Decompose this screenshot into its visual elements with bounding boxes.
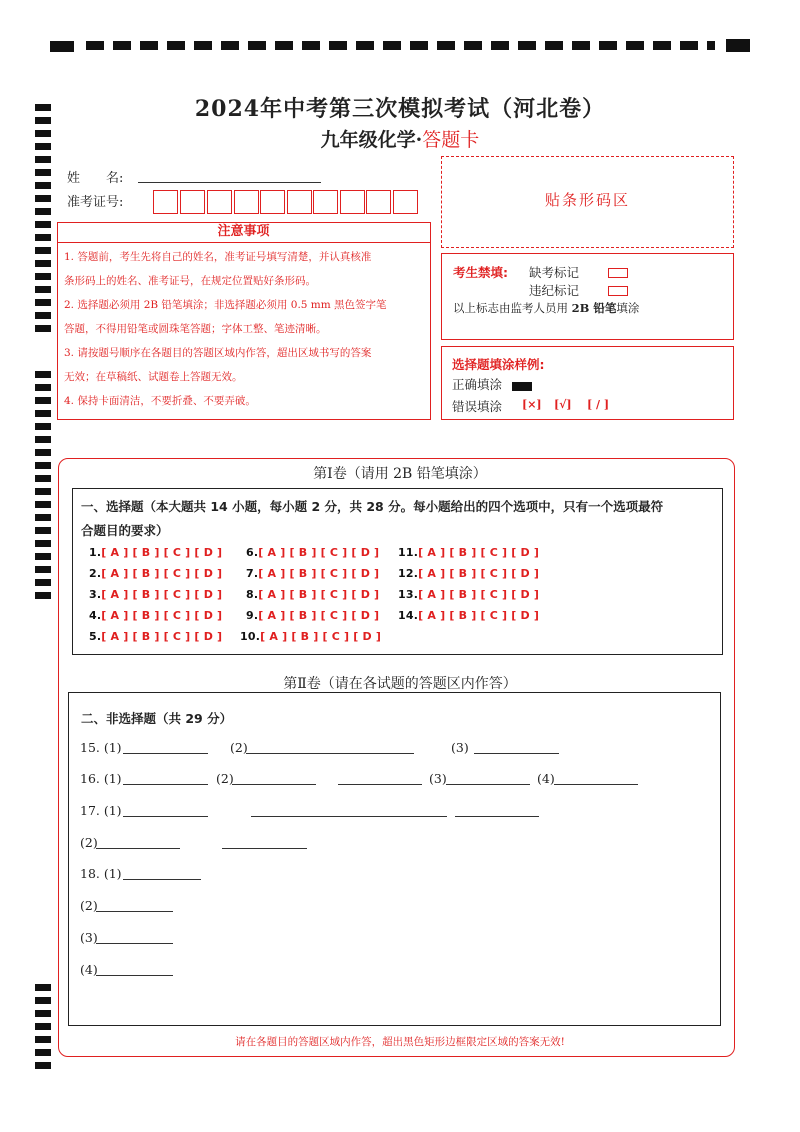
subtitle-answer-card: 答题卡 [422, 129, 480, 151]
q18-label-4: (4) [80, 962, 98, 977]
q16-label-2: (2) [216, 771, 234, 786]
footer-warning: 请在各题目的答题区域内作答，超出黑色矩形边框限定区域的答案无效! [235, 1036, 565, 1048]
written-heading: 二、非选择题（共 29 分） [81, 711, 233, 726]
notice-line: 2. 选择题必须用 2B 铅笔填涂；非选择题必须用 0.5 mm 黑色签字笔 [64, 299, 387, 311]
answer-blank[interactable] [96, 848, 180, 849]
barcode-label: 贴条形码区 [544, 191, 630, 209]
notice-line: 答题，不得用铅笔或圆珠笔答题；字体工整、笔迹清晰。 [64, 323, 327, 335]
answer-blank[interactable] [251, 816, 447, 817]
violation-mark-label: 违纪标记 [529, 283, 580, 298]
name-field[interactable] [138, 182, 321, 183]
forbidden-note-suffix: 填涂 [616, 301, 640, 315]
exam-id-digit-box[interactable] [393, 190, 418, 214]
forbidden-note-pencil: 2B 铅笔 [571, 301, 617, 315]
correct-fill-sample [512, 376, 532, 395]
choice-instruction-cont: 合题目的要求） [81, 523, 169, 538]
wrong-mark-cross: [×] [522, 398, 542, 411]
exam-id-label: 准考证号: [67, 195, 124, 210]
exam-id-digit-box[interactable] [340, 190, 365, 214]
answer-blank[interactable] [455, 816, 539, 817]
part2-title: 第Ⅱ卷（请在各试题的答题区内作答） [283, 676, 517, 692]
answer-blank[interactable] [338, 784, 422, 785]
forbidden-note [453, 300, 639, 316]
q16-label-4: (4) [537, 771, 555, 786]
absent-mark-label: 缺考标记 [529, 265, 580, 280]
examiner-marks-box [441, 253, 734, 340]
exam-id-digit-box[interactable] [234, 190, 259, 214]
question-row[interactable]: 4.[ A ] [ B ] [ C ] [ D ] [89, 609, 223, 622]
question-row[interactable]: 1.[ A ] [ B ] [ C ] [ D ] [89, 546, 223, 559]
answer-blank[interactable] [96, 943, 173, 944]
answer-blank[interactable] [446, 784, 530, 785]
exam-id-digit-box[interactable] [260, 190, 285, 214]
exam-id-digit-box[interactable] [207, 190, 232, 214]
notice-line: 4. 保持卡面清洁，不要折叠、不要弄破。 [64, 395, 256, 407]
wrong-fill-label: 错误填涂 [452, 399, 503, 414]
notice-line: 无效；在草稿纸、试题卷上答题无效。 [64, 371, 243, 383]
q18-label-3: (3) [80, 930, 98, 945]
question-row[interactable]: 6.[ A ] [ B ] [ C ] [ D ] [246, 546, 380, 559]
question-row[interactable]: 7.[ A ] [ B ] [ C ] [ D ] [246, 567, 380, 580]
answer-blank[interactable] [123, 879, 201, 880]
violation-mark-box[interactable] [608, 280, 628, 299]
notice-line: 1. 答题前，考生先将自己的姓名，准考证号填写清楚，并认真核准 [64, 251, 372, 263]
answer-blank[interactable] [96, 975, 173, 976]
q16-label-1: 16. (1) [80, 771, 122, 786]
correct-fill-label: 正确填涂 [452, 377, 503, 392]
forbidden-heading: 考生禁填: [453, 265, 508, 280]
notice-line: 条形码上的姓名、准考证号，在规定位置贴好条形码。 [64, 275, 316, 287]
question-row[interactable]: 2.[ A ] [ B ] [ C ] [ D ] [89, 567, 223, 580]
question-row[interactable]: 9.[ A ] [ B ] [ C ] [ D ] [246, 609, 380, 622]
notice-heading: 注意事项 [57, 222, 430, 243]
notice-line: 3. 请按题号顺序在各题目的答题区域内作答，超出区域书写的答案 [64, 347, 372, 359]
wrong-mark-check: [√] [554, 398, 572, 411]
q18-label-1: 18. (1) [80, 866, 122, 881]
answer-blank[interactable] [123, 753, 208, 754]
page-subtitle [0, 125, 800, 152]
page-title: 2024年中考第三次模拟考试（河北卷） [194, 96, 606, 122]
answer-blank[interactable] [246, 753, 414, 754]
question-row[interactable]: 12.[ A ] [ B ] [ C ] [ D ] [398, 567, 540, 580]
question-row[interactable]: 13.[ A ] [ B ] [ C ] [ D ] [398, 588, 540, 601]
exam-id-digit-box[interactable] [366, 190, 391, 214]
question-row[interactable]: 14.[ A ] [ B ] [ C ] [ D ] [398, 609, 540, 622]
absent-mark-box[interactable] [608, 262, 628, 281]
q15-label-1: 15. (1) [80, 740, 122, 755]
barcode-area[interactable] [441, 156, 734, 248]
answer-blank[interactable] [474, 753, 559, 754]
answer-blank[interactable] [123, 784, 208, 785]
choice-instruction: 一、选择题（本大题共 14 小题，每小题 2 分，共 28 分。每小题给出的四个选项中，只有一个选项最符 [81, 499, 664, 514]
answer-blank[interactable] [554, 784, 638, 785]
question-row[interactable]: 8.[ A ] [ B ] [ C ] [ D ] [246, 588, 380, 601]
subtitle-subject: 九年级化学· [320, 129, 423, 151]
q18-label-2: (2) [80, 898, 98, 913]
fill-sample-heading: 选择题填涂样例: [452, 357, 545, 372]
exam-id-digit-box[interactable] [313, 190, 338, 214]
answer-blank[interactable] [222, 848, 307, 849]
answer-blank[interactable] [96, 911, 173, 912]
question-row[interactable]: 5.[ A ] [ B ] [ C ] [ D ] [89, 630, 223, 643]
q15-label-3: (3) [451, 740, 469, 755]
exam-id-digit-box[interactable] [180, 190, 205, 214]
forbidden-note-prefix: 以上标志由监考人员用 [453, 301, 568, 315]
q16-label-3: (3) [429, 771, 447, 786]
q17-label-1: 17. (1) [80, 803, 122, 818]
q15-label-2: (2) [230, 740, 248, 755]
q17-label-2: (2) [80, 835, 98, 850]
part1-title: 第Ⅰ卷（请用 2B 铅笔填涂） [313, 466, 487, 482]
question-row[interactable]: 11.[ A ] [ B ] [ C ] [ D ] [398, 546, 540, 559]
answer-blank[interactable] [232, 784, 316, 785]
wrong-mark-slash: [ / ] [587, 398, 610, 411]
fill-sample-box [441, 346, 734, 420]
answer-blank[interactable] [123, 816, 208, 817]
exam-id-digit-box[interactable] [287, 190, 312, 214]
question-row[interactable]: 10.[ A ] [ B ] [ C ] [ D ] [240, 630, 382, 643]
exam-id-digit-box[interactable] [153, 190, 178, 214]
question-row[interactable]: 3.[ A ] [ B ] [ C ] [ D ] [89, 588, 223, 601]
name-label: 姓 名: [67, 171, 124, 186]
